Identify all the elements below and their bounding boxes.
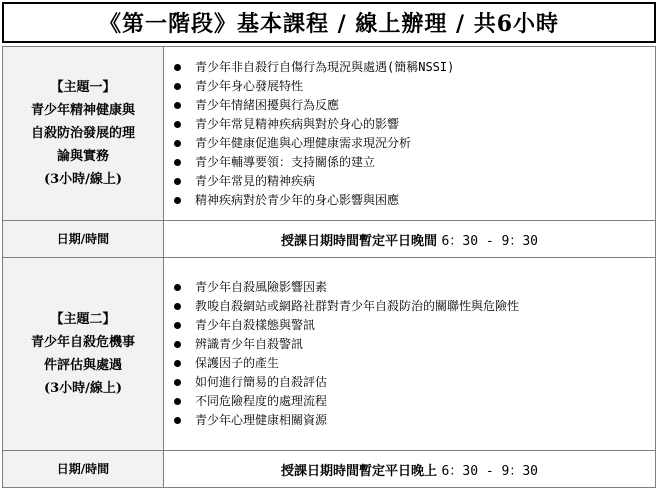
list-item: 教唆自殺網站或網路社群對青少年自殺防治的關聯性與危險性 (174, 297, 655, 316)
bullet-icon (174, 64, 181, 71)
topic-name-line: 青少年精神健康與 (30, 103, 135, 118)
list-item: 如何進行簡易的自殺評估 (174, 373, 655, 392)
topic-item-list (164, 272, 655, 436)
bullet-icon (174, 303, 181, 310)
list-item: 青少年身心發展特性 (174, 77, 655, 96)
list-item: 青少年非自殺行自傷行為現況與處遇(簡稱NSSI) (174, 58, 655, 77)
topic-name-line: 青少年自殺危機事 (30, 335, 135, 350)
list-item: 青少年情緒困擾與行為反應 (174, 96, 655, 115)
list-item: 青少年常見的精神疾病 (174, 172, 655, 191)
topic-name-line: 自殺防治發展的理 (30, 126, 135, 141)
list-item: 青少年健康促進與心理健康需求現況分析 (174, 134, 655, 153)
date-label: 日期/時間 (3, 221, 164, 258)
topic-items-cell (164, 258, 656, 451)
topic-items-cell (164, 47, 656, 221)
list-item: 青少年心理健康相關資源 (174, 411, 655, 430)
bullet-icon (174, 379, 181, 386)
stage-title: 《第一階段》基本課程 / 線上辦理 / 共6小時 (2, 2, 656, 43)
course-table (2, 46, 656, 488)
bullet-icon (174, 197, 181, 204)
list-item: 不同危險程度的處理流程 (174, 392, 655, 411)
list-item: 辨識青少年自殺警訊 (174, 335, 655, 354)
bullet-icon (174, 398, 181, 405)
topic-row (3, 258, 656, 451)
list-item: 精神疾病對於青少年的身心影響與困應 (174, 191, 655, 210)
topic-item-list (164, 52, 655, 216)
list-item: 青少年輔導要領：支持關係的建立 (174, 153, 655, 172)
bullet-icon (174, 159, 181, 166)
date-time: 6：30 - 9：30 (441, 233, 538, 249)
bullet-icon (174, 284, 181, 291)
bullet-icon (174, 341, 181, 348)
topic-hours: (3小時/線上) (43, 381, 123, 396)
date-time: 6：30 - 9：30 (441, 463, 538, 479)
topic-tag: 【主題一】 (50, 80, 116, 95)
bullet-icon (174, 322, 181, 329)
bullet-icon (174, 102, 181, 109)
list-item: 青少年常見精神疾病與對於身心的影響 (174, 115, 655, 134)
list-item: 青少年自殺樣態與警訊 (174, 316, 655, 335)
date-value-cell (164, 451, 656, 488)
date-row (3, 451, 656, 488)
bullet-icon (174, 83, 181, 90)
date-value-cell (164, 221, 656, 258)
bullet-icon (174, 417, 181, 424)
topic-tag: 【主題二】 (50, 312, 116, 327)
topic-heading-cell (3, 47, 164, 221)
topic-name-line: 件評估與處遇 (43, 358, 122, 373)
date-text: 授課日期時間暫定平日晚上 (281, 463, 438, 479)
bullet-icon (174, 121, 181, 128)
date-text: 授課日期時間暫定平日晚間 (281, 233, 438, 249)
bullet-icon (174, 140, 181, 147)
topic-hours: (3小時/線上) (43, 172, 123, 187)
topic-row (3, 47, 656, 221)
bullet-icon (174, 360, 181, 367)
list-item: 青少年自殺風險影響因素 (174, 278, 655, 297)
bullet-icon (174, 178, 181, 185)
topic-heading-cell (3, 258, 164, 451)
date-row (3, 221, 656, 258)
list-item: 保護因子的產生 (174, 354, 655, 373)
topic-name-line: 論與實務 (56, 149, 109, 164)
date-label: 日期/時間 (3, 451, 164, 488)
